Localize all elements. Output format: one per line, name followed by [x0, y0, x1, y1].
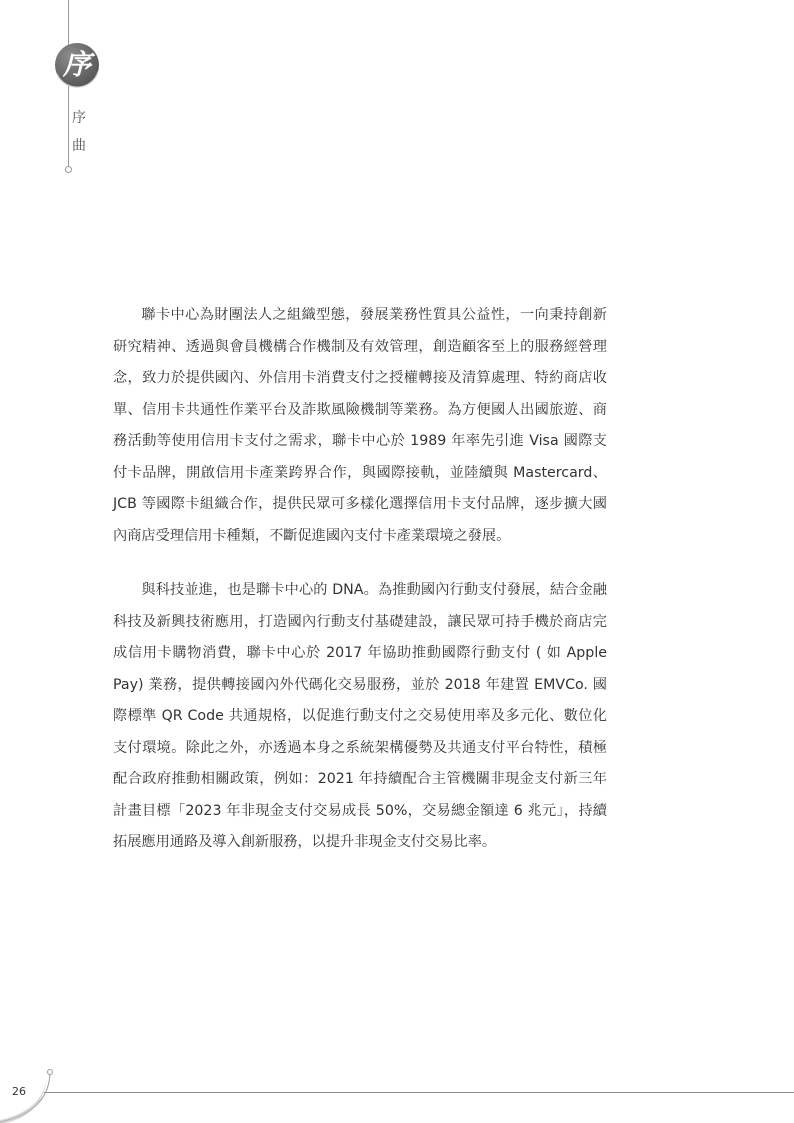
chapter-label-char: 序	[72, 110, 86, 126]
paragraph: 聯卡中心為財團法人之組織型態，發展業務性質具公益性，一向秉持創新研究精神、透過與會員機構合作機制及有效管理，創造顧客至上的服務經營理念，致力於提供國內、外信用卡消費支付之授權轉接及清算處理、特約商店收單、信用卡共通性作業平台及詐欺風險機制等業務。為方便國人出國旅遊、商務活動等使用信用卡支付之需求，聯卡中心於 1989 年率先引進 Visa 國際支付卡品牌，開啟信用卡產業跨界合作，與國際接軌，並陸續與 Mastercard、JCB 等國際卡組織合作，提供民眾可多樣化選擇信用卡支付品牌，逐步擴大國內商店受理信用卡種類，不斷促進國內支付卡產業環境之發展。	[113, 307, 607, 544]
chapter-rule-end-dot	[65, 166, 72, 173]
chapter-badge	[54, 42, 104, 92]
corner-curve-icon	[0, 1064, 60, 1123]
paragraph: 與科技並進，也是聯卡中心的 DNA。為推動國內行動支付發展，結合金融科技及新興技術應用，打造國內行動支付基礎建設，讓民眾可持手機於商店完成信用卡購物消費，聯卡中心於 2017 年協助推動國際行動支付 ( 如 Apple Pay) 業務，提供轉接國內外代碼化交易服務，並於 2018 年建置 EMVCo. 國際標準 QR Code 共通規格，以促進行動支付之交易使用率及多元化、數位化支付環境。除此之外，亦透過本身之系統架構優勢及共通支付平台特性，積極配合政府推動相關政策，例如：2021 年持續配合主管機關非現金支付新三年計畫目標「2023 年非現金支付交易成長 50%，交易總金額達 6 兆元」，持續拓展應用通路及導入創新服務，以提升非現金支付交易比率。	[113, 582, 607, 850]
page-number: 26	[12, 1085, 26, 1098]
body-text	[113, 300, 607, 882]
footer-rule	[44, 1092, 794, 1093]
chapter-label-char: 曲	[72, 138, 86, 154]
chapter-badge-char: 序	[62, 48, 91, 81]
chapter-label	[72, 104, 92, 160]
